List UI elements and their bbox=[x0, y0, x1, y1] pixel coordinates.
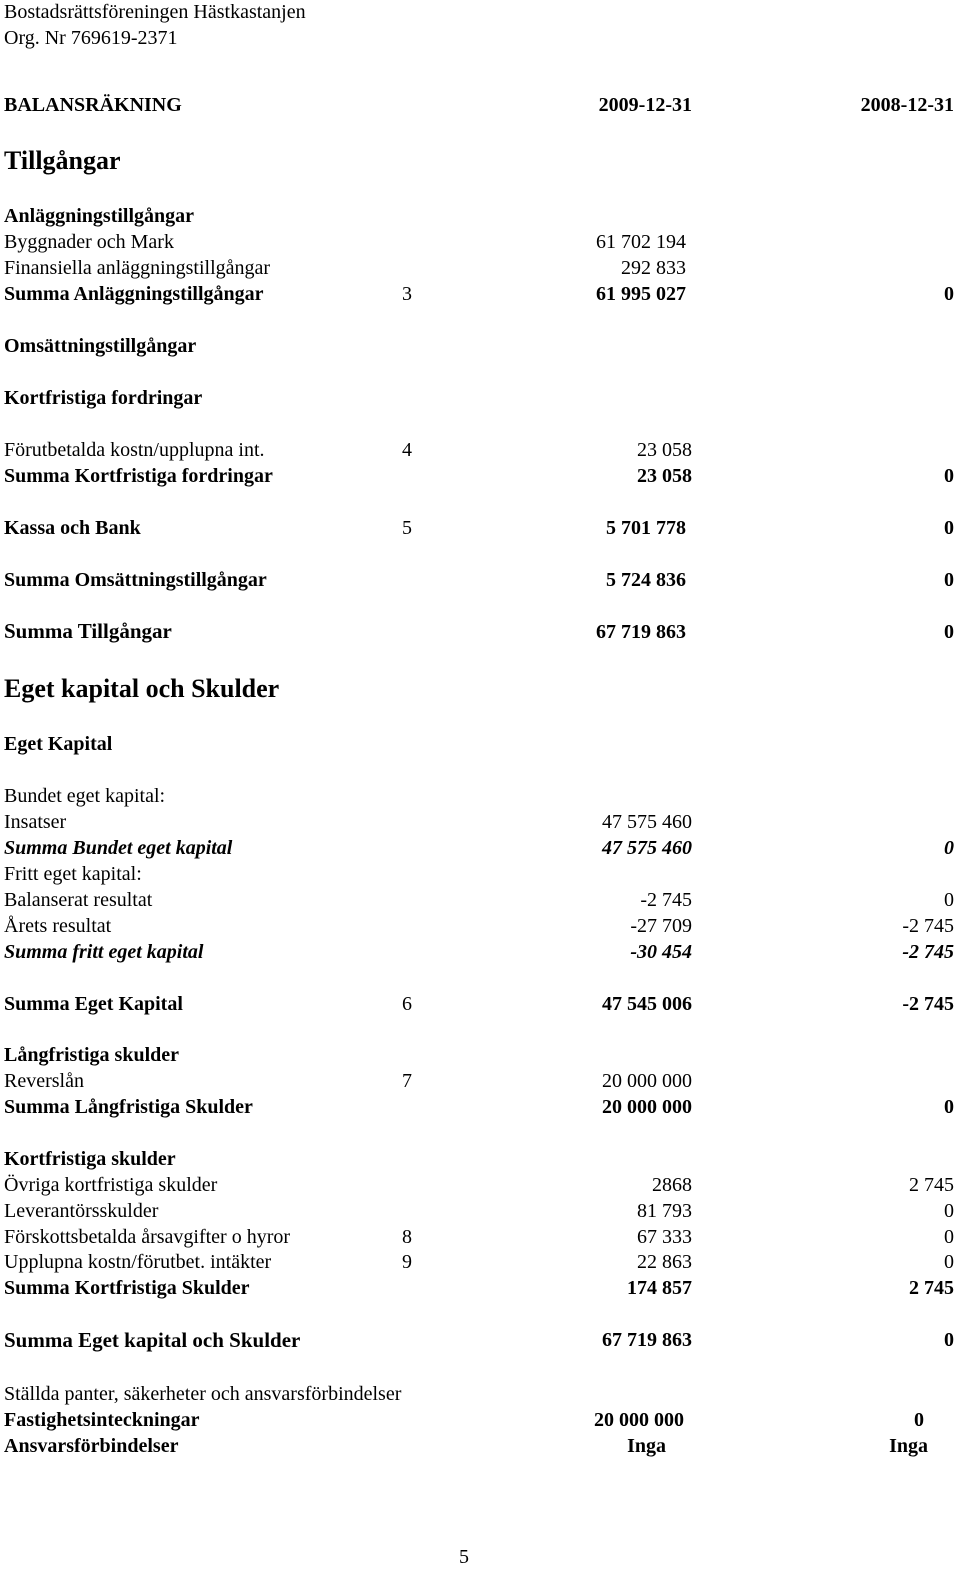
year-result-current: -27 709 bbox=[630, 915, 692, 937]
total-equity-liabilities-current: 67 719 863 bbox=[602, 1329, 692, 1351]
fixed-sum-label: Summa Anläggningstillgångar bbox=[4, 283, 264, 305]
total-assets-prior: 0 bbox=[944, 621, 954, 643]
equity-liabilities-heading: Eget kapital och Skulder bbox=[4, 674, 280, 703]
insatser-label: Insatser bbox=[4, 811, 67, 833]
total-assets-label: Summa Tillgångar bbox=[4, 619, 172, 643]
total-equity-liabilities-prior: 0 bbox=[944, 1329, 954, 1351]
short-receivables-sum-label: Summa Kortfristiga fordringar bbox=[4, 465, 273, 487]
mortgages-current: 20 000 000 bbox=[594, 1409, 684, 1431]
suppliers-current: 81 793 bbox=[637, 1200, 692, 1222]
prepaid-label: Förutbetalda kostn/upplupna int. bbox=[4, 439, 265, 461]
free-sum-label: Summa fritt eget kapital bbox=[4, 941, 204, 963]
restricted-equity-heading: Bundet eget kapital: bbox=[4, 785, 166, 807]
equity-sum-note: 6 bbox=[402, 993, 412, 1015]
accrued-label: Upplupna kostn/förutbet. intäkter bbox=[4, 1251, 272, 1273]
cash-prior: 0 bbox=[944, 517, 954, 539]
other-short-label: Övriga kortfristiga skulder bbox=[4, 1174, 218, 1196]
restricted-sum-current: 47 575 460 bbox=[602, 837, 692, 859]
current-assets-sum-prior: 0 bbox=[944, 569, 954, 591]
fixed-sum-note: 3 bbox=[402, 283, 412, 305]
date-current: 2009-12-31 bbox=[598, 94, 692, 116]
cash-current: 5 701 778 bbox=[606, 517, 686, 539]
financial-label: Finansiella anläggningstillgångar bbox=[4, 257, 271, 279]
short-receivables-sum-prior: 0 bbox=[944, 465, 954, 487]
suppliers-prior: 0 bbox=[944, 1200, 954, 1222]
org-number: Org. Nr 769619-2371 bbox=[4, 27, 178, 49]
short-term-sum-label: Summa Kortfristiga Skulder bbox=[4, 1277, 250, 1299]
short-receivables-heading: Kortfristiga fordringar bbox=[4, 387, 203, 409]
prepaid-fees-label: Förskottsbetalda årsavgifter o hyror bbox=[4, 1226, 291, 1248]
prepaid-fees-note: 8 bbox=[402, 1226, 412, 1248]
fixed-sum-prior: 0 bbox=[944, 283, 954, 305]
cash-label: Kassa och Bank bbox=[4, 517, 141, 539]
prepaid-fees-prior: 0 bbox=[944, 1226, 954, 1248]
restricted-sum-label: Summa Bundet eget kapital bbox=[4, 837, 233, 859]
page-number: 5 bbox=[459, 1546, 469, 1568]
free-sum-current: -30 454 bbox=[630, 941, 692, 963]
reverslan-note: 7 bbox=[402, 1070, 412, 1092]
total-assets-current: 67 719 863 bbox=[596, 621, 686, 643]
prepaid-fees-current: 67 333 bbox=[637, 1226, 692, 1248]
equity-sum-prior: -2 745 bbox=[902, 993, 954, 1015]
short-term-heading: Kortfristiga skulder bbox=[4, 1148, 176, 1170]
restricted-sum-prior: 0 bbox=[944, 837, 954, 859]
accrued-current: 22 863 bbox=[637, 1251, 692, 1273]
contingent-current: Inga bbox=[627, 1435, 666, 1457]
pledges-heading: Ställda panter, säkerheter och ansvarsförbindelser bbox=[4, 1383, 402, 1405]
equity-heading: Eget Kapital bbox=[4, 733, 113, 755]
reverslan-label: Reverslån bbox=[4, 1070, 84, 1092]
retained-prior: 0 bbox=[944, 889, 954, 911]
prepaid-note: 4 bbox=[402, 439, 412, 461]
fixed-assets-heading: Anläggningstillgångar bbox=[4, 205, 195, 227]
prepaid-current: 23 058 bbox=[637, 439, 692, 461]
short-term-sum-prior: 2 745 bbox=[909, 1277, 954, 1299]
balance-title: BALANSRÄKNING bbox=[4, 94, 182, 116]
retained-current: -2 745 bbox=[640, 889, 692, 911]
cash-note: 5 bbox=[402, 517, 412, 539]
year-result-label: Årets resultat bbox=[4, 915, 112, 937]
mortgages-label: Fastighetsinteckningar bbox=[4, 1409, 200, 1431]
org-name: Bostadsrättsföreningen Hästkastanjen bbox=[4, 1, 306, 23]
contingent-label: Ansvarsförbindelser bbox=[4, 1435, 179, 1457]
year-result-prior: -2 745 bbox=[902, 915, 954, 937]
equity-sum-label: Summa Eget Kapital bbox=[4, 993, 183, 1015]
long-term-sum-label: Summa Långfristiga Skulder bbox=[4, 1096, 253, 1118]
contingent-prior: Inga bbox=[889, 1435, 928, 1457]
long-term-sum-current: 20 000 000 bbox=[602, 1096, 692, 1118]
short-receivables-sum-current: 23 058 bbox=[637, 465, 692, 487]
current-assets-sum-current: 5 724 836 bbox=[606, 569, 686, 591]
retained-label: Balanserat resultat bbox=[4, 889, 153, 911]
suppliers-label: Leverantörsskulder bbox=[4, 1200, 159, 1222]
financial-current: 292 833 bbox=[621, 257, 686, 279]
accrued-prior: 0 bbox=[944, 1251, 954, 1273]
total-equity-liabilities-label: Summa Eget kapital och Skulder bbox=[4, 1328, 301, 1352]
free-equity-heading: Fritt eget kapital: bbox=[4, 863, 142, 885]
equity-sum-current: 47 545 006 bbox=[602, 993, 692, 1015]
long-term-heading: Långfristiga skulder bbox=[4, 1044, 180, 1066]
long-term-sum-prior: 0 bbox=[944, 1096, 954, 1118]
mortgages-prior: 0 bbox=[914, 1409, 924, 1431]
accrued-note: 9 bbox=[402, 1251, 412, 1273]
assets-heading: Tillgångar bbox=[4, 146, 121, 175]
fixed-sum-current: 61 995 027 bbox=[596, 283, 686, 305]
reverslan-current: 20 000 000 bbox=[602, 1070, 692, 1092]
other-short-prior: 2 745 bbox=[909, 1174, 954, 1196]
buildings-current: 61 702 194 bbox=[596, 231, 686, 253]
date-prior: 2008-12-31 bbox=[860, 94, 954, 116]
other-short-current: 2868 bbox=[652, 1174, 692, 1196]
free-sum-prior: -2 745 bbox=[902, 941, 954, 963]
short-term-sum-current: 174 857 bbox=[627, 1277, 692, 1299]
current-assets-sum-label: Summa Omsättningstillgångar bbox=[4, 569, 267, 591]
buildings-label: Byggnader och Mark bbox=[4, 231, 174, 253]
insatser-current: 47 575 460 bbox=[602, 811, 692, 833]
current-assets-heading: Omsättningstillgångar bbox=[4, 335, 197, 357]
